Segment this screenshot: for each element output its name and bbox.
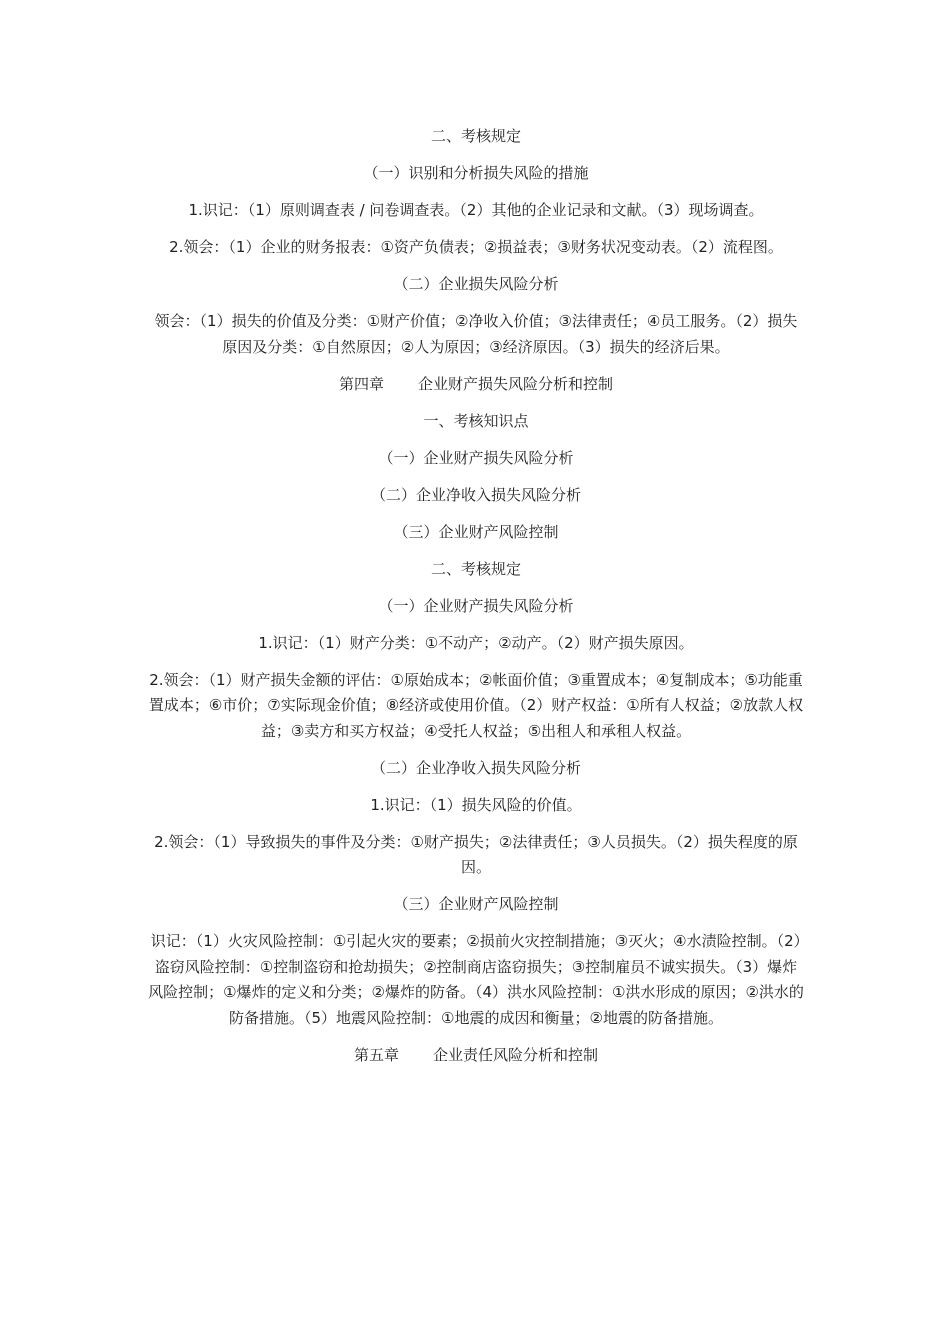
body-paragraph: 2.领会：（1）企业的财务报表：①资产负债表；②损益表；③财务状况变动表。（2）流程图。 [169,238,783,256]
section-heading: 二、考核规定 [430,559,521,578]
subsection-heading: （一）企业财产损失风险分析 [378,596,574,615]
body-paragraph: 1.识记：（1）原则调查表 / 问卷调查表。（2）其他的企业记录和文献。（3）现场调查。 [188,201,764,219]
subsection-heading: （一）识别和分析损失风险的措施 [363,164,589,182]
body-paragraph: 1.识记：（1）损失风险的价值。 [370,795,582,814]
body-paragraph: 领会：（1）损失的价值及分类：①财产价值；②净收入价值；③法律责任；④员工服务。（2）损失原因及分类：①自然原因；②人为原因；③经济原因。（3）损失的经济后果。 [154,312,798,356]
body-paragraph: 2.领会：（1）导致损失的事件及分类：①财产损失；②法律责任；③人员损失。（2）损失程度的原因。 [154,832,798,876]
subsection-heading: （三）企业财产风险控制 [393,522,559,541]
body-paragraph: 2.领会：（1）财产损失金额的评估：①原始成本；②帐面价值；③重置成本；④复制成本；⑤功能重置成本；⑥市价；⑦实际现金价值；⑧经济或使用价值。（2）财产权益：①所有人权益；②放款人权益；③卖方和买方权益；④受托人权益；⑤出租人和承租人权益。 [148,670,804,740]
chapter-number: 第五章 [353,1045,399,1064]
body-paragraph: 识记：（1）火灾风险控制：①引起火灾的要素；②损前火灾控制措施；③灭火；④水渍险控制。（2）盗窃风险控制：①控制盗窃和抢劫损失；②控制商店盗窃损失；③控制雇员不诚实损失。（3）爆炸风险控制；①爆炸的定义和分类；②爆炸的防备。（4）洪水风险控制：①洪水形成的原因；②洪水的防备措施。（5）地震风险控制：①地震的成因和衡量；②地震的防备措施。 [148,932,804,1027]
chapter-heading [148,1043,804,1069]
chapter-title: 企业财产损失风险分析和控制 [418,374,614,393]
section-heading: 一、考核知识点 [423,411,529,430]
body-paragraph: 1.识记：（1）财产分类：①不动产；②动产。（2）财产损失原因。 [258,633,694,652]
section-heading: 二、考核规定 [430,127,521,145]
document-page [148,124,804,1080]
subsection-heading: （一）企业财产损失风险分析 [378,448,574,467]
chapter-title: 企业责任风险分析和控制 [433,1045,599,1064]
subsection-heading: （二）企业损失风险分析 [393,275,559,293]
subsection-heading: （二）企业净收入损失风险分析 [370,758,581,777]
subsection-heading: （三）企业财产风险控制 [393,895,559,913]
subsection-heading: （二）企业净收入损失风险分析 [370,485,581,504]
chapter-number: 第四章 [338,374,384,393]
chapter-heading [148,372,804,398]
